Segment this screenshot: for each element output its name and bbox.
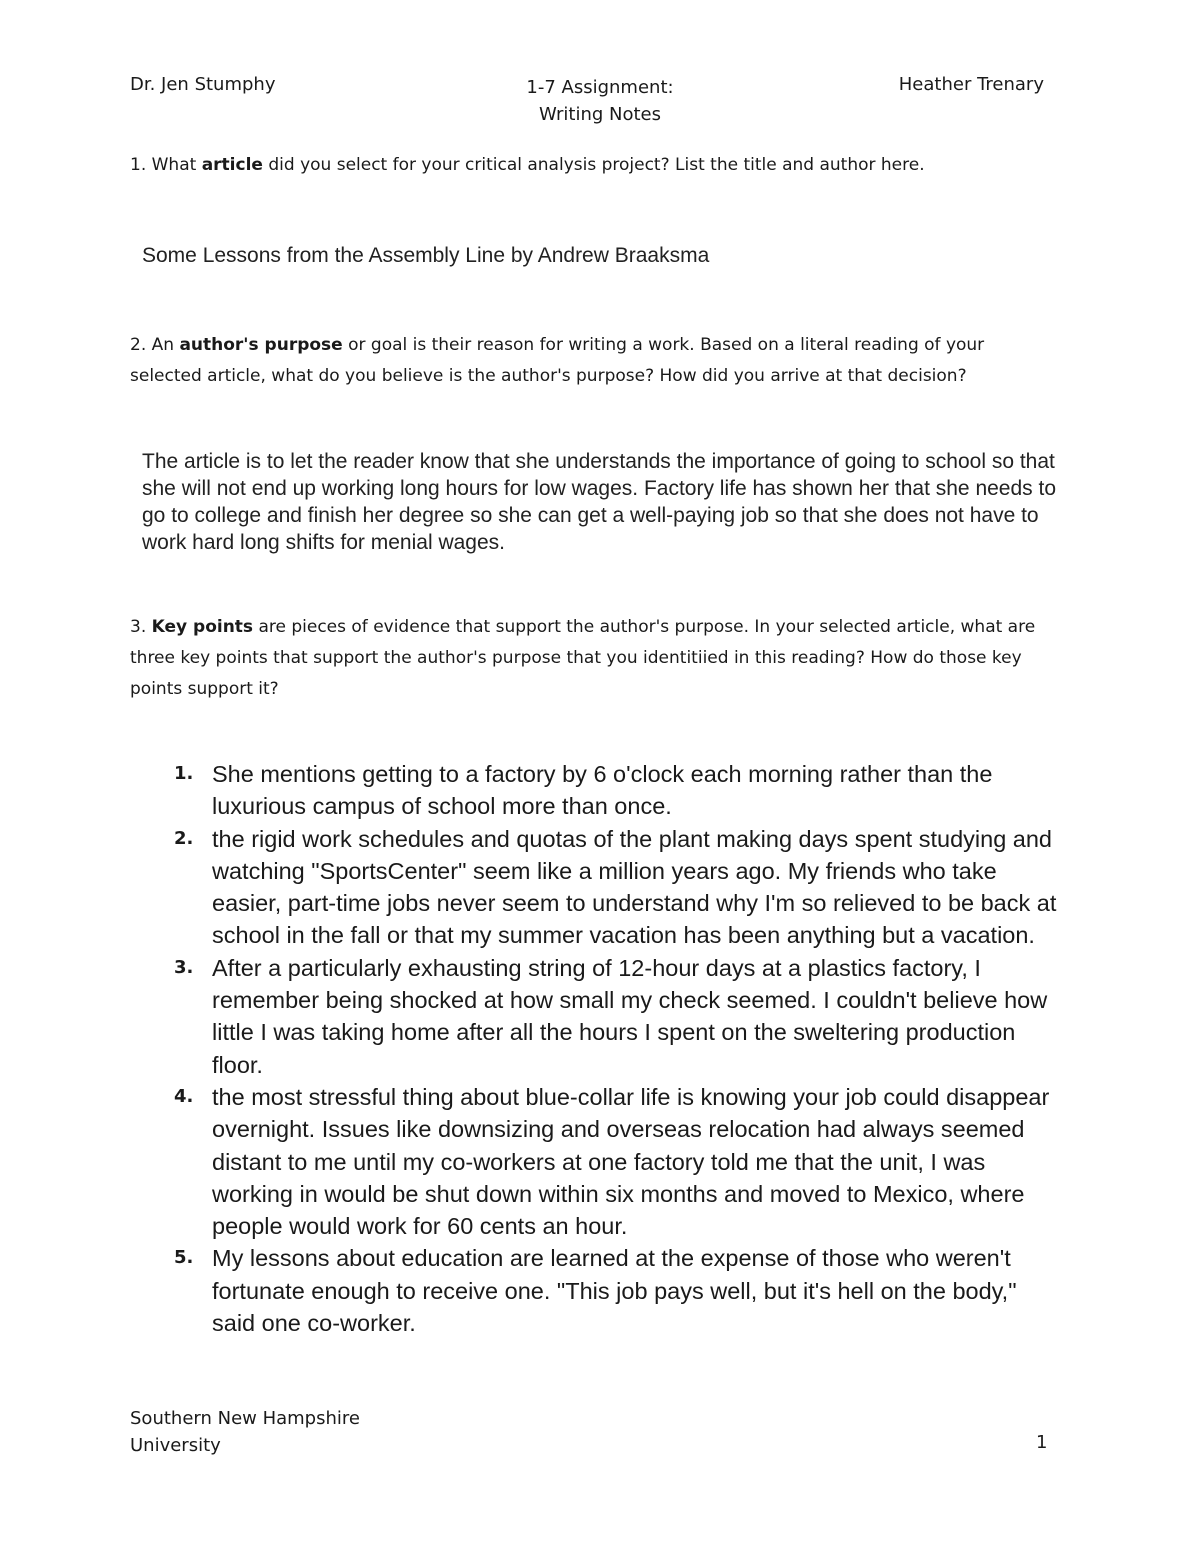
question-1-bold: article — [201, 155, 263, 175]
question-2-prefix: 2. An — [130, 335, 180, 355]
question-3-bold: Key points — [151, 617, 254, 637]
footer-institution — [130, 1405, 360, 1459]
list-item-text: the rigid work schedules and quotas of the plant making days spent studying and watching "SportsCenter" seem like a million years ago. My friends who take easier, part-time jobs never seem to understand why I'm so relieved to be back at school in the fall or that my summer vacation has been anything but a vacation. — [212, 825, 1057, 949]
question-2 — [130, 330, 1010, 392]
question-1 — [130, 150, 1030, 181]
list-item-number: 2. — [174, 827, 194, 849]
header-instructor: Dr. Jen Stumphy — [130, 74, 276, 95]
header-student: Heather Trenary — [898, 74, 1044, 95]
list-item — [160, 823, 1060, 952]
list-item-number: 5. — [174, 1247, 194, 1269]
question-2-bold: author's purpose — [179, 335, 343, 355]
list-item-text: My lessons about education are learned at the expense of those who weren't fortunate enough to receive one. "This job pays well, but it's hell on the body," said one co-worker. — [212, 1245, 1017, 1337]
header-assignment-line1: 1-7 Assignment: — [526, 77, 674, 98]
question-1-prefix: 1. What — [130, 155, 202, 175]
list-item-number: 4. — [174, 1085, 194, 1107]
answer-2: The article is to let the reader know that she understands the importance of going to school so that she will not end up working long hours for low wages. Factory life has shown her that she needs to go to college and finish her degree so she can get a well-paying job so that she does not have to work hard long shifts for menial wages. — [142, 450, 1057, 554]
question-3-prefix: 3. — [130, 617, 152, 637]
header-assignment-line2: Writing Notes — [539, 104, 661, 125]
list-item — [160, 1242, 1060, 1339]
question-3-suffix: are pieces of evidence that support the author's purpose. In your selected article, what are three key points that support the author's purpose that you identitiied in this reading? How do those key points support it? — [130, 617, 1036, 699]
list-item-text: the most stressful thing about blue-collar life is knowing your job could disappear overnight. Issues like downsizing and overseas relocation had always seemed distant to me until my co-workers at one factory told me that the unit, I was working in would be shut down within six months and moved to Mexico, where people would work for 60 cents an hour. — [212, 1083, 1050, 1240]
list-item — [160, 952, 1060, 1081]
footer-line2: University — [130, 1435, 221, 1456]
question-1-suffix: did you select for your critical analysis project? List the title and author here. — [262, 155, 925, 175]
list-item-number: 1. — [174, 763, 194, 784]
question-2-suffix: or goal is their reason for writing a work. Based on a literal reading of your selected article, what do you believe is the author's purpose? How did you arrive at that decision? — [130, 335, 985, 386]
list-item-text: After a particularly exhausting string of 12-hour days at a plastics factory, I remember being shocked at how small my check seemed. I couldn't believe how little I was taking home after all the hours I spent on the sweltering production floor. — [212, 954, 1048, 1078]
key-points-list — [160, 758, 1060, 1339]
question-3 — [130, 612, 1050, 705]
answer-1: Some Lessons from the Assembly Line by Andrew Braaksma — [142, 244, 710, 267]
list-item-number: 3. — [174, 956, 194, 978]
list-item-text: She mentions getting to a factory by 6 o'clock each morning rather than the luxurious campus of school more than once. — [212, 761, 993, 820]
list-item — [160, 1081, 1060, 1242]
list-item — [160, 758, 1060, 823]
page-number: 1 — [1036, 1432, 1048, 1453]
footer-line1: Southern New Hampshire — [130, 1408, 360, 1429]
